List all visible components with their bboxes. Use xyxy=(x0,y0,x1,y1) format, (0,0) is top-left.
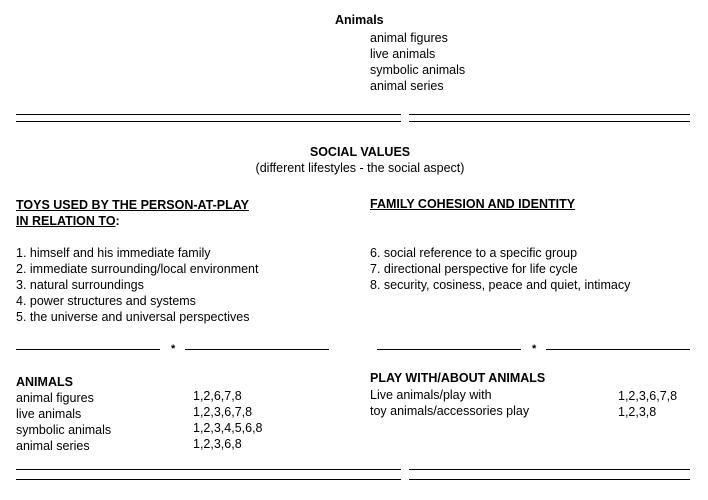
animals-table-codes xyxy=(193,388,263,452)
table-row-codes: 1,2,3,6,7,8 xyxy=(618,389,678,403)
list-item: 3. natural surroundings xyxy=(16,278,144,292)
table-row-codes: 1,2,3,4,5,6,8 xyxy=(193,421,263,435)
animals-table-labels xyxy=(16,390,111,454)
play-table-codes xyxy=(618,388,677,420)
play-table-heading: PLAY WITH/ABOUT ANIMALS xyxy=(370,371,546,385)
table-row-codes: 1,2,3,8 xyxy=(618,405,657,419)
list-item: 6. social reference to a specific group xyxy=(370,246,578,260)
list-item: 8. security, cosiness, peace and quiet, intimacy xyxy=(370,278,631,292)
list-item: 4. power structures and systems xyxy=(16,294,196,308)
divider xyxy=(185,349,329,350)
family-section-heading: FAMILY COHESION AND IDENTITY xyxy=(370,197,576,211)
toys-heading-line2: IN RELATION TO xyxy=(16,214,116,228)
divider xyxy=(409,469,690,470)
table-row-codes: 1,2,3,6,8 xyxy=(193,437,242,451)
list-item: 7. directional perspective for life cycle xyxy=(370,262,578,276)
table-row-label: symbolic animals xyxy=(16,423,112,437)
table-row-codes: 1,2,6,7,8 xyxy=(193,389,242,403)
divider xyxy=(377,349,521,350)
list-item: live animals xyxy=(370,47,436,61)
separator-star: * xyxy=(171,343,176,355)
social-values-title: SOCIAL VALUES xyxy=(309,145,411,159)
list-item: animal figures xyxy=(370,31,448,45)
divider xyxy=(409,121,690,122)
toys-heading-colon: : xyxy=(115,214,120,228)
toys-heading-line1: TOYS USED BY THE PERSON-AT-PLAY xyxy=(16,198,249,212)
divider xyxy=(16,479,401,480)
family-list xyxy=(370,245,630,293)
table-row-label: Live animals/play with xyxy=(370,388,492,402)
list-item: 5. the universe and universal perspectives xyxy=(16,310,250,324)
top-animals-list xyxy=(370,30,465,94)
table-row-codes: 1,2,3,6,7,8 xyxy=(193,405,253,419)
table-row-label: live animals xyxy=(16,407,82,421)
toys-section-heading xyxy=(16,197,249,229)
divider xyxy=(16,114,401,115)
divider xyxy=(409,114,690,115)
table-row-label: animal series xyxy=(16,439,90,453)
toys-list xyxy=(16,245,259,325)
list-item: symbolic animals xyxy=(370,63,466,77)
list-item: 1. himself and his immediate family xyxy=(16,246,211,260)
divider xyxy=(546,349,690,350)
separator-star: * xyxy=(532,343,537,355)
list-item: animal series xyxy=(370,79,444,93)
table-row-label: animal figures xyxy=(16,391,94,405)
play-table-labels xyxy=(370,387,529,419)
list-item: 2. immediate surrounding/local environment xyxy=(16,262,259,276)
divider xyxy=(16,469,401,470)
divider xyxy=(16,349,160,350)
top-animals-heading: Animals xyxy=(335,13,384,27)
divider xyxy=(409,479,690,480)
table-row-label: toy animals/accessories play xyxy=(370,404,530,418)
social-values-subtitle: (different lifestyles - the social aspect) xyxy=(255,161,465,175)
divider xyxy=(16,121,401,122)
animals-table-heading: ANIMALS xyxy=(16,375,73,389)
